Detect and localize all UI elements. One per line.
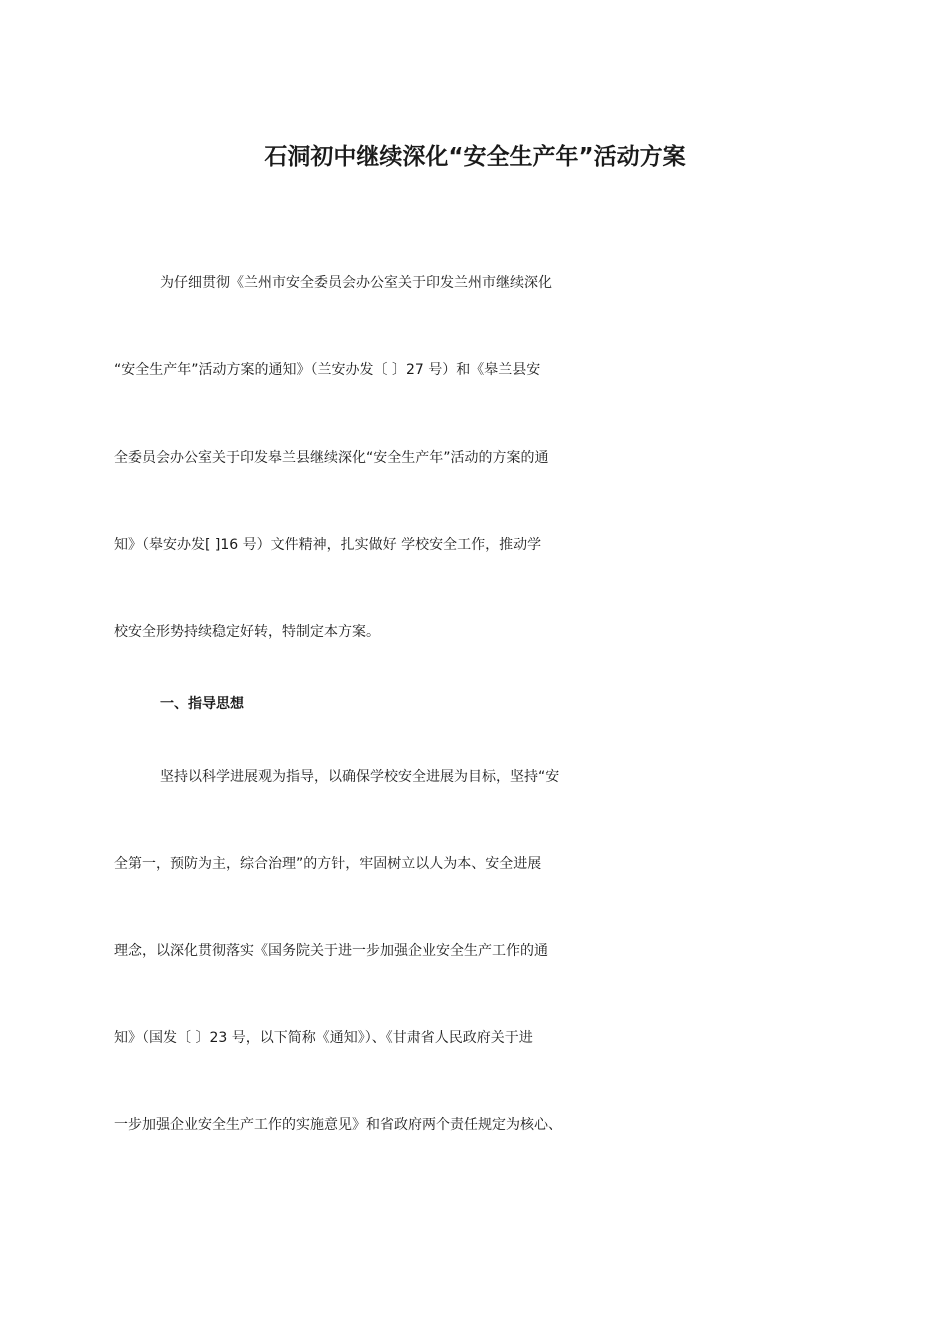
document-title: 石洞初中继续深化“安全生产年”活动方案 bbox=[264, 144, 686, 170]
paragraph-line: 为仔细贯彻《兰州市安全委员会办公室关于印发兰州市继续深化 bbox=[160, 275, 552, 291]
paragraph-line: 一步加强企业安全生产工作的实施意见》和省政府两个责任规定为核心、 bbox=[114, 1117, 562, 1133]
paragraph-line: 校安全形势持续稳定好转，特制定本方案。 bbox=[114, 624, 380, 640]
paragraph-line: 知》（皋安办发[ ]16 号）文件精神，扎实做好 学校安全工作，推动学 bbox=[114, 537, 542, 553]
paragraph-line: “安全生产年”活动方案的通知》（兰安办发〔 〕27 号）和《皋兰县安 bbox=[114, 362, 541, 378]
section-heading: 一、指导思想 bbox=[160, 696, 244, 712]
paragraph-line: 坚持以科学进展观为指导，以确保学校安全进展为目标，坚持“安 bbox=[160, 769, 560, 785]
paragraph-line: 全委员会办公室关于印发皋兰县继续深化“安全生产年”活动的方案的通 bbox=[114, 450, 549, 466]
paragraph-line: 知》（国发〔 〕23 号，以下简称《通知》）、《甘肃省人民政府关于进 bbox=[114, 1030, 533, 1046]
paragraph-line: 全第一，预防为主，综合治理”的方针，牢固树立以人为本、安全进展 bbox=[114, 856, 542, 872]
paragraph-line: 理念，以深化贯彻落实《国务院关于进一步加强企业安全生产工作的通 bbox=[114, 943, 548, 959]
